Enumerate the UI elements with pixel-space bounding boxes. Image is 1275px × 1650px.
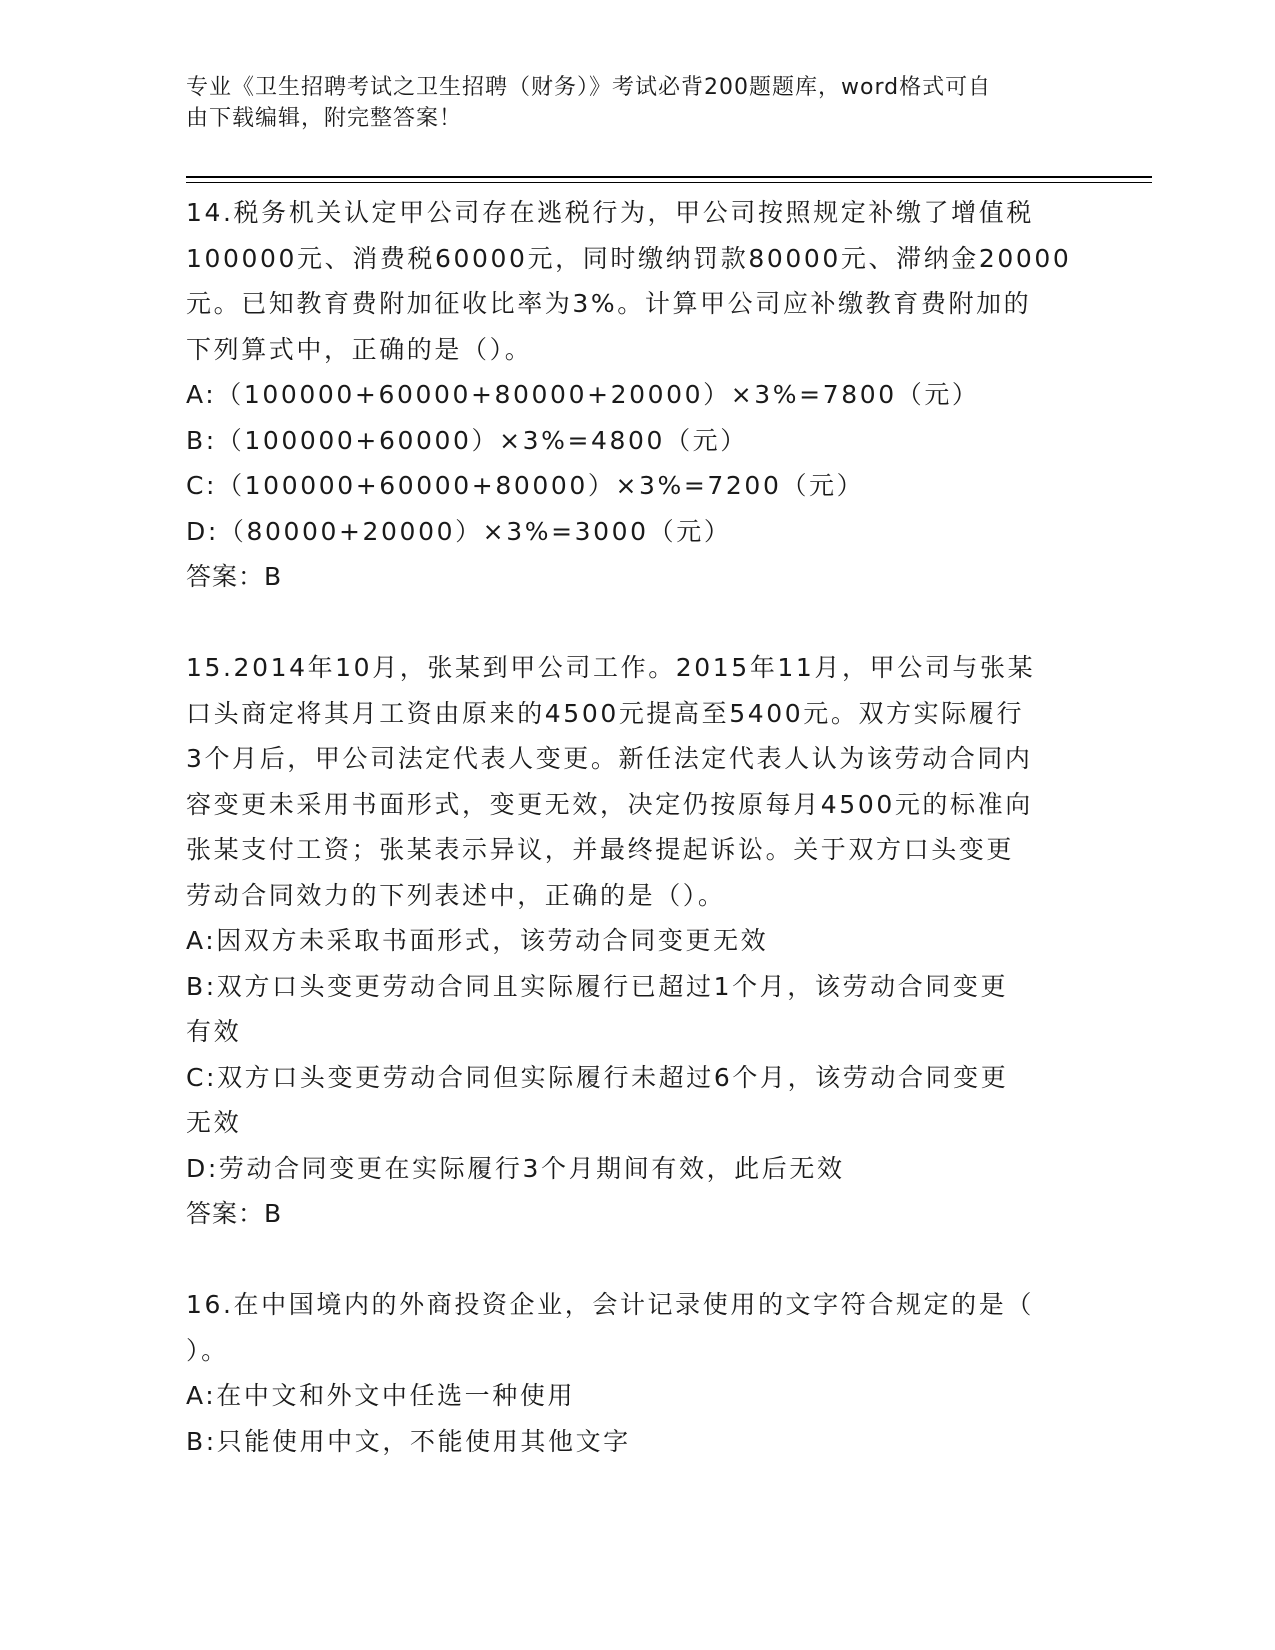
- option-a: A:因双方未采取书面形式，该劳动合同变更无效: [186, 926, 769, 955]
- option-c-continued: 无效: [186, 1108, 242, 1137]
- document-header: [186, 72, 1066, 134]
- question-stem-line: 3个月后，甲公司法定代表人变更。新任法定代表人认为该劳动合同内: [186, 744, 1033, 773]
- question-stem-line: 15.2014年10月，张某到甲公司工作。2015年11月，甲公司与张某: [186, 653, 1036, 682]
- option-d: D:（80000+20000）×3%=3000（元）: [186, 516, 732, 546]
- header-divider-thin: [186, 182, 1152, 183]
- option-b: B:（100000+60000）×3%=4800（元）: [186, 425, 748, 455]
- question-15: [186, 645, 1086, 1237]
- question-stem-line: 元。已知教育费附加征收比率为3%。计算甲公司应补缴教育费附加的: [186, 289, 1032, 318]
- question-list: [186, 190, 1086, 1464]
- option-a: A:在中文和外文中任选一种使用: [186, 1381, 576, 1410]
- answer-line: 答案：B: [186, 1199, 283, 1228]
- option-b: B:只能使用中文，不能使用其他文字: [186, 1426, 631, 1456]
- header-line: 专业《卫生招聘考试之卫生招聘（财务）》考试必背200题题库，word格式可自: [186, 75, 992, 100]
- option-d: D:劳动合同变更在实际履行3个月期间有效，此后无效: [186, 1153, 845, 1183]
- question-stem-line: 口头商定将其月工资由原来的4500元提高至5400元。双方实际履行: [186, 698, 1025, 728]
- question-stem-line: ）。: [186, 1335, 229, 1365]
- answer-line: 答案：B: [186, 562, 283, 591]
- question-stem-line: 张某支付工资；张某表示异议，并最终提起诉讼。关于双方口头变更: [186, 835, 1015, 864]
- option-b-continued: 有效: [186, 1017, 242, 1046]
- question-stem-line: 14.税务机关认定甲公司存在逃税行为，甲公司按照规定补缴了增值税: [186, 198, 1034, 227]
- option-a: A:（100000+60000+80000+20000）×3%=7800（元）: [186, 380, 980, 409]
- question-stem-line: 16.在中国境内的外商投资企业，会计记录使用的文字符合规定的是（: [186, 1290, 1034, 1319]
- question-spacer: [186, 600, 1086, 646]
- question-16: [186, 1282, 1086, 1464]
- option-b: B:双方口头变更劳动合同且实际履行已超过1个月，该劳动合同变更: [186, 971, 1009, 1001]
- question-stem-line: 下列算式中，正确的是（）。: [186, 334, 533, 364]
- question-stem-line: 100000元、消费税60000元，同时缴纳罚款80000元、滞纳金20000: [186, 243, 1072, 273]
- header-divider: [186, 176, 1152, 178]
- question-spacer: [186, 1237, 1086, 1283]
- question-stem-line: 容变更未采用书面形式，变更无效，决定仍按原每月4500元的标准向: [186, 789, 1033, 819]
- option-c: C:（100000+60000+80000）×3%=7200（元）: [186, 471, 865, 500]
- header-line: 由下载编辑，附完整答案！: [186, 106, 463, 131]
- question-14: [186, 190, 1086, 600]
- option-c: C:双方口头变更劳动合同但实际履行未超过6个月，该劳动合同变更: [186, 1062, 1009, 1092]
- question-stem-line: 劳动合同效力的下列表述中，正确的是（）。: [186, 880, 726, 910]
